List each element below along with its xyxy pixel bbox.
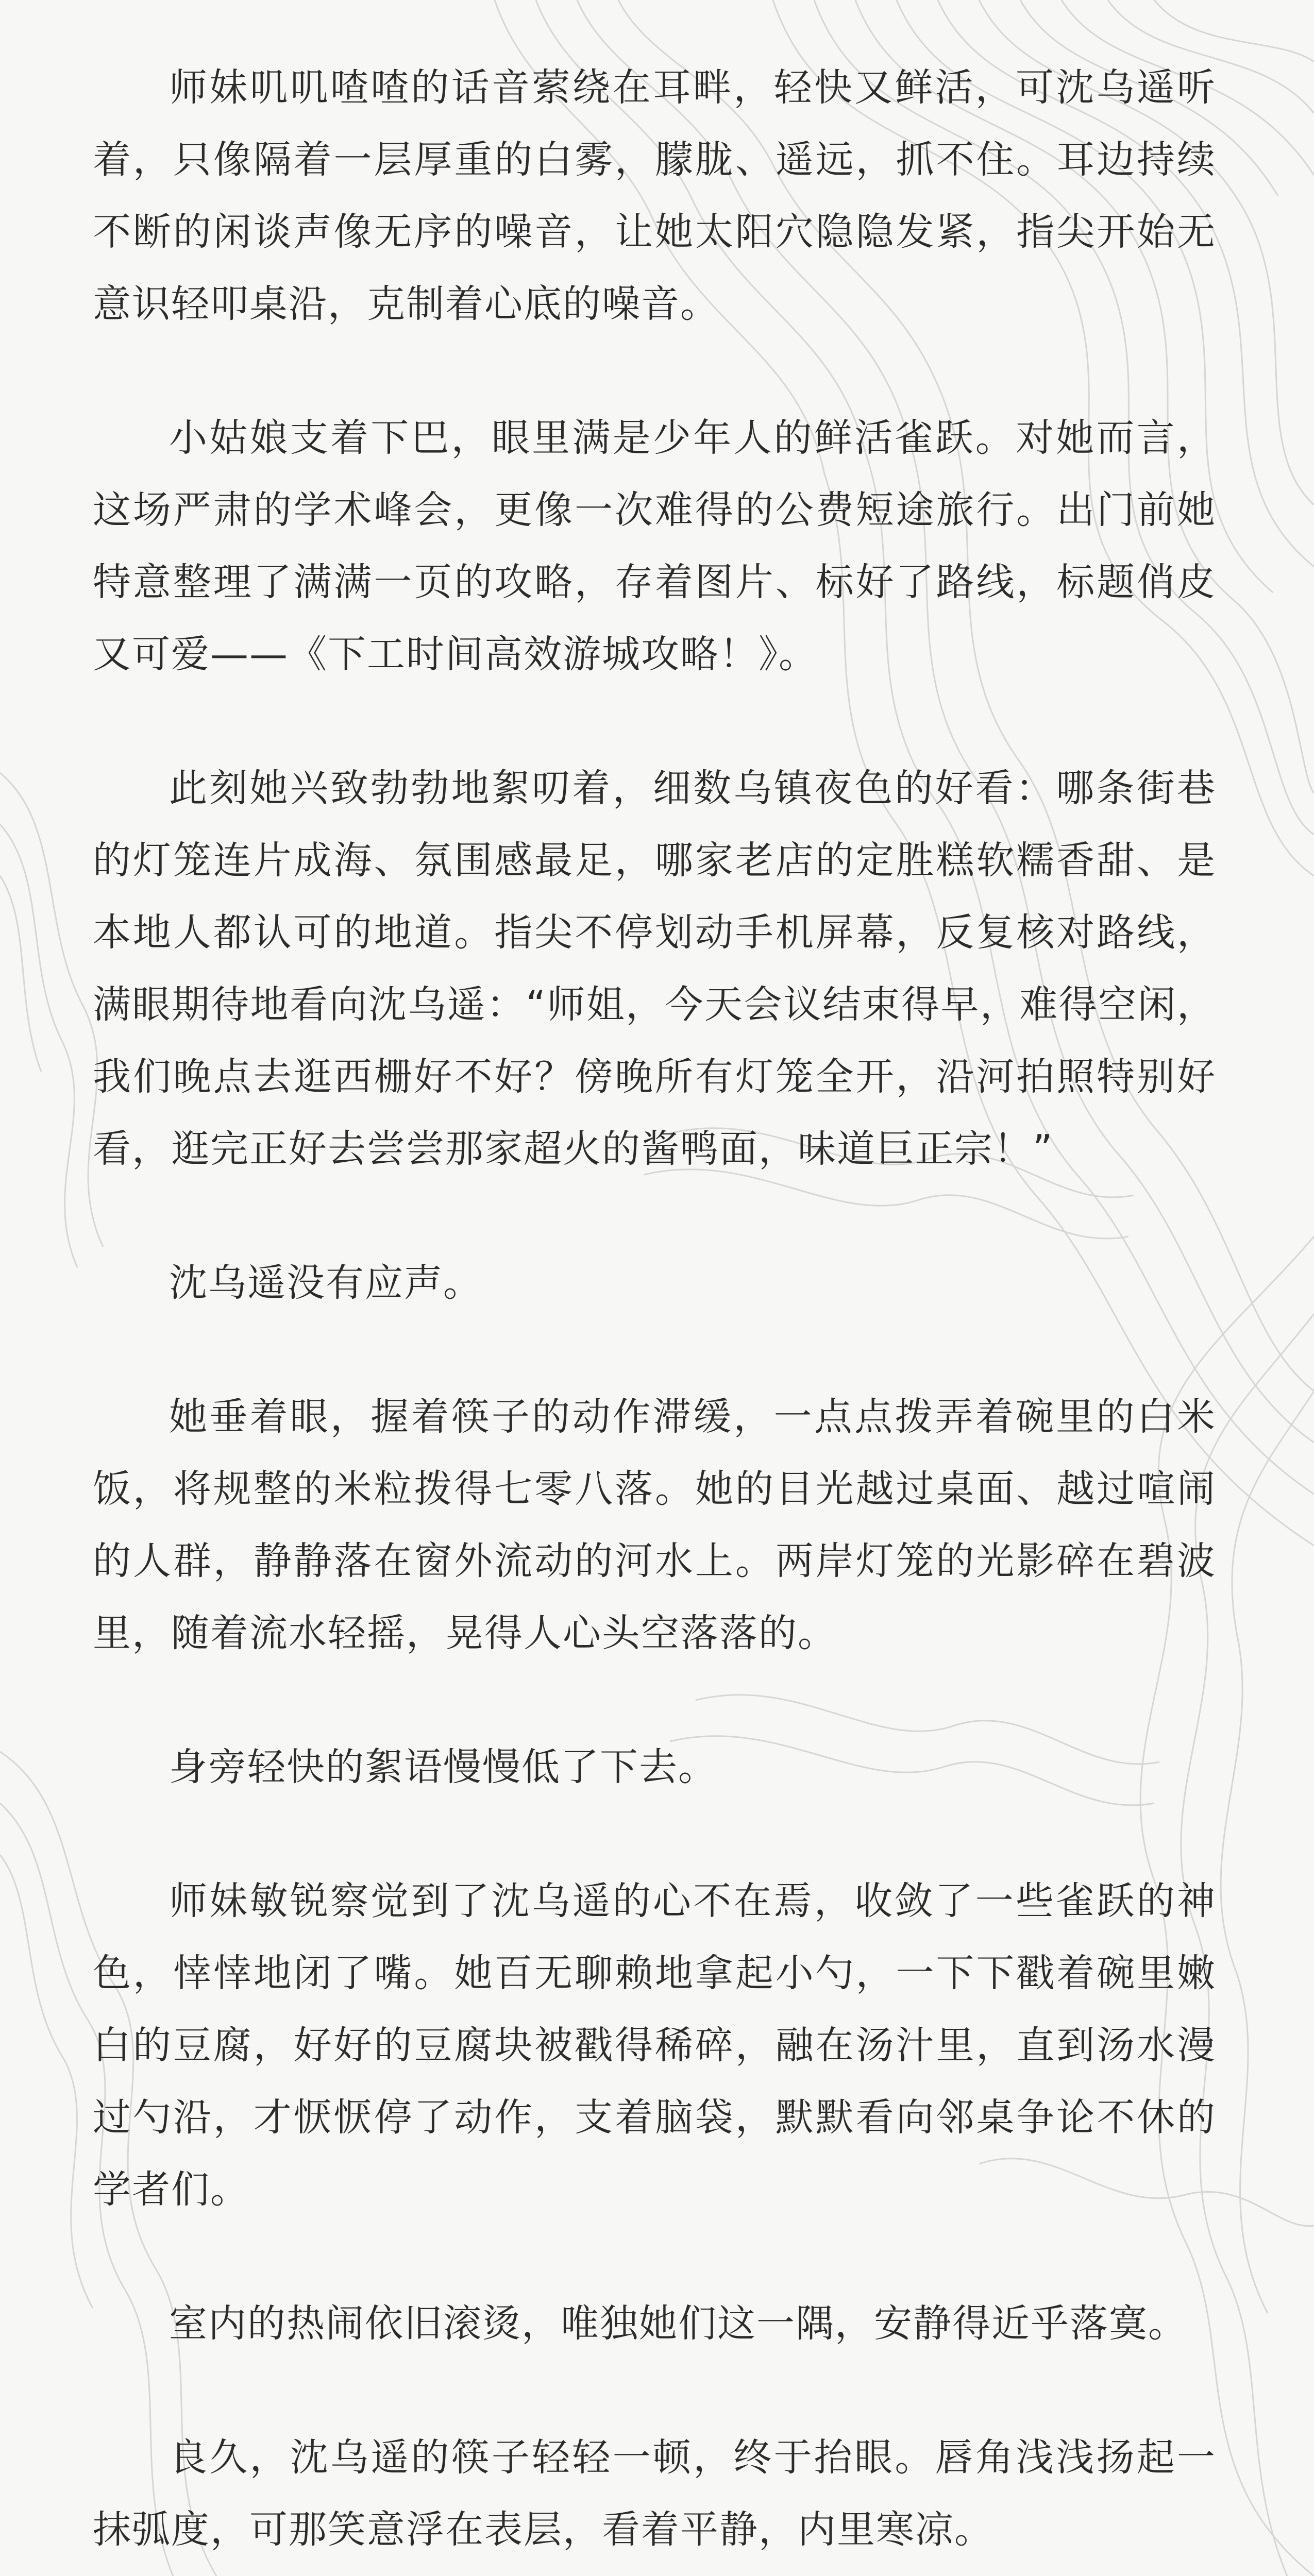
story-paragraph-5: 她垂着眼，握着筷子的动作滞缓，一点点拨弄着碗里的白米饭，将规整的米粒拨得七零八落。她的目光越过桌面、越过喧闹的人群，静静落在窗外流动的河水上。两岸灯笼的光影碎在碧波里，随着流水轻摇，晃得人心头空落落的。 [93, 1395, 1216, 1655]
story-paragraph-4: 沈乌遥没有应声。 [169, 1261, 482, 1305]
story-paragraph-1: 师妹叽叽喳喳的话音萦绕在耳畔，轻快又鲜活，可沈乌遥听着，只像隔着一层厚重的白雾，朦胧、遥远，抓不住。耳边持续不断的闲谈声像无序的噪音，让她太阳穴隐隐发紧，指尖开始无意识轻叩桌沿，克制着心底的噪音。 [93, 65, 1216, 326]
story-paragraph-7: 师妹敏锐察觉到了沈乌遥的心不在焉，收敛了一些雀跃的神色，悻悻地闭了嘴。她百无聊赖地拿起小勺，一下下戳着碗里嫩白的豆腐，好好的豆腐块被戳得稀碎，融在汤汁里，直到汤水漫过勺沿，才恹恹停了动作，支着脑袋，默默看向邻桌争论不休的学者们。 [93, 1879, 1216, 2212]
story-paragraph-8: 室内的热闹依旧滚烫，唯独她们这一隅，安静得近乎落寞。 [169, 2301, 1187, 2346]
story-paragraph-3: 此刻她兴致勃勃地絮叨着，细数乌镇夜色的好看：哪条街巷的灯笼连片成海、氛围感最足，哪家老店的定胜糕软糯香甜、是本地人都认可的地道。指尖不停划动手机屏幕，反复核对路线，满眼期待地看向沈乌遥：“师姐，今天会议结束得早，难得空闲，我们晚点去逛西栅好不好？傍晚所有灯笼全开，沿河拍照特别好看，逛完正好去尝尝那家超火的酱鸭面，味道巨正宗！” [93, 766, 1216, 1171]
story-paragraph-6: 身旁轻快的絮语慢慢低了下去。 [169, 1745, 717, 1789]
story-paragraph-2: 小姑娘支着下巴，眼里满是少年人的鲜活雀跃。对她而言，这场严肃的学术峰会，更像一次难得的公费短途旅行。出门前她特意整理了满满一页的攻略，存着图片、标好了路线，标题俏皮又可爱——《下工时间高效游城攻略！》。 [93, 416, 1216, 676]
story-paragraph-9: 良久，沈乌遥的筷子轻轻一顿，终于抬眼。唇角浅浅扬起一抹弧度，可那笑意浮在表层，看着平静，内里寒凉。 [93, 2435, 1216, 2552]
story-text-column [93, 52, 1216, 2576]
